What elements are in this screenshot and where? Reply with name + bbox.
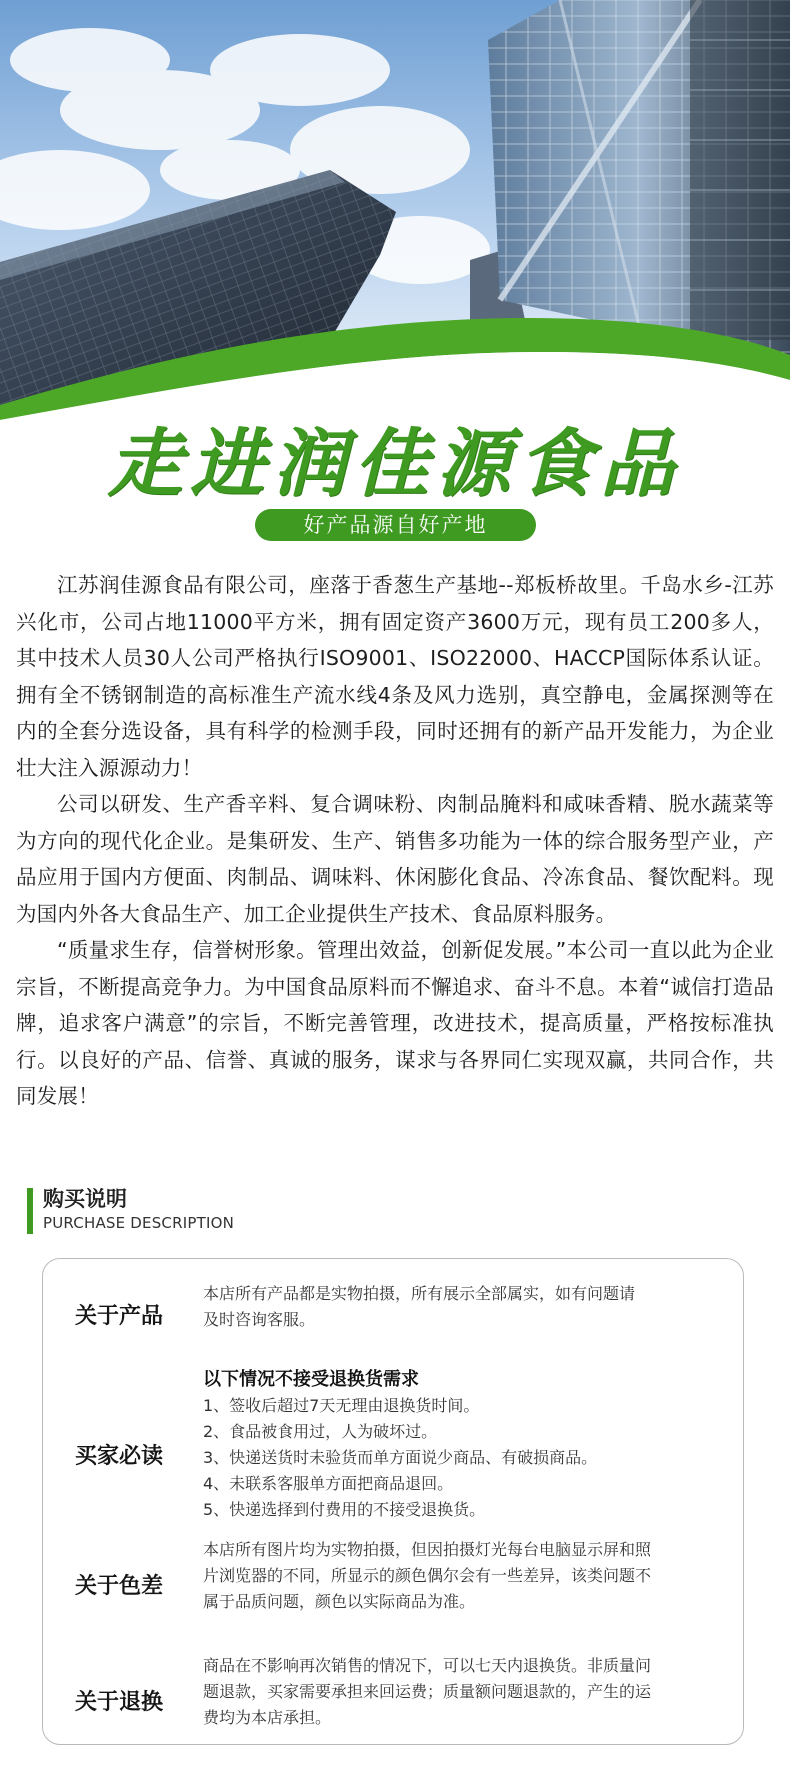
heading-cn: 购买说明 — [43, 1187, 127, 1211]
company-intro — [16, 567, 774, 1115]
hero-skyscraper-image — [0, 0, 790, 420]
heading-en: PURCHASE DESCRIPTION — [43, 1214, 235, 1232]
content-line: 4、未联系客服单方面把商品退回。 — [203, 1474, 454, 1493]
content-line: 本店所有图片均为实物拍摄，但因拍摄灯光每台电脑显示屏和照 — [203, 1540, 652, 1559]
content-line: 片浏览器的不同，所显示的颜色偶尔会有一些差异，该类问题不 — [203, 1566, 652, 1585]
content-line: 本店所有产品都是实物拍摄，所有展示全部属实，如有问题请 — [203, 1284, 636, 1303]
content-line: 1、签收后超过7天无理由退换货时间。 — [203, 1396, 480, 1415]
row-label: 关于产品 — [75, 1304, 164, 1329]
row-label: 买家必读 — [75, 1444, 164, 1469]
content-line: 题退款，买家需要承担来回运费；质量额问题退款的，产生的运 — [203, 1682, 652, 1701]
intro-paragraph-1: 江苏润佳源食品有限公司，座落于香葱生产基地--郑板桥故里。千岛水乡-江苏兴化市，公司占地11000平方米，拥有固定资产3600万元，现有员工200多人，其中技术人员30人公司严格执行ISO9001、ISO22000、HACCP国际体系认证。拥有全不锈钢制造的高标准生产流水线4条及风力选别，真空静电，金属探测等在内的全套分选设备，具有科学的检测手段，同时还拥有的新产品开发能力，为企业壮大注入源源动力！ — [16, 573, 774, 780]
content-line: 属于品质问题，颜色以实际商品为准。 — [203, 1592, 476, 1611]
content-line: 5、快递选择到付费用的不接受退换货。 — [203, 1500, 486, 1519]
content-line: 及时咨询客服。 — [203, 1310, 316, 1329]
row-content — [203, 1653, 723, 1731]
row-label: 关于退换 — [75, 1690, 164, 1715]
content-line: 商品在不影响再次销售的情况下，可以七天内退换货。非质量问 — [203, 1656, 652, 1675]
heading-accent-bar — [27, 1188, 33, 1234]
intro-paragraph-2: 公司以研发、生产香辛料、复合调味粉、肉制品腌料和咸味香精、脱水蔬菜等为方向的现代化企业。是集研发、生产、销售多功能为一体的综合服务型产业，产品应用于国内方便面、肉制品、调味料、休闲膨化食品、冷冻食品、餐饮配料。现为国内外各大食品生产、加工企业提供生产技术、食品原料服务。 — [16, 792, 774, 926]
row-content — [203, 1281, 723, 1333]
row-content — [203, 1367, 723, 1523]
slogan-badge: 好产品源自好产地 — [255, 509, 536, 541]
intro-paragraph-3: “质量求生存，信誉树形象。管理出效益，创新促发展。”本公司一直以此为企业宗旨，不断提高竞争力。为中国食品原料而不懈追求、奋斗不息。本着“诚信打造品牌，追求客户满意”的宗旨，不断完善管理，改进技术，提高质量，严格按标准执行。以良好的产品、信誉、真诚的服务，谋求与各界同仁实现双赢，共同合作，共同发展！ — [16, 938, 774, 1108]
purchase-section-heading — [27, 1186, 234, 1234]
content-line: 费均为本店承担。 — [203, 1708, 332, 1727]
row-content — [203, 1537, 723, 1615]
content-heading: 以下情况不接受退换货需求 — [203, 1369, 419, 1390]
content-line: 3、快递送货时未验货而单方面说少商品、有破损商品。 — [203, 1448, 598, 1467]
purchase-info-box — [42, 1258, 744, 1745]
brand-title: 走进润佳源食品 — [108, 421, 682, 507]
row-label: 关于色差 — [75, 1574, 164, 1599]
content-line: 2、食品被食用过，人为破坏过。 — [203, 1422, 438, 1441]
